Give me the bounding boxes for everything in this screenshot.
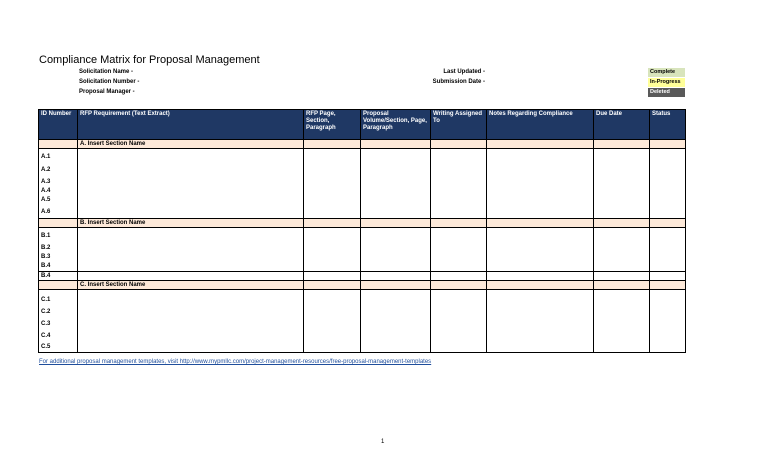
header-writing-assigned: Writing Assigned To [431,110,487,140]
header-status: Status [650,110,686,140]
header-due-date: Due Date [594,110,650,140]
id-cell-group [39,228,78,272]
row-id: B.4 [39,272,78,281]
row-id: A.6 [41,209,51,215]
row-id: C.3 [41,321,51,327]
requirement-cell[interactable] [78,228,304,272]
legend-in-progress: In-Progress [648,78,685,87]
row-id: C.4 [41,333,51,339]
id-cell-group [39,290,78,353]
header-id-number: ID Number [39,110,78,140]
header-rfp-page: RFP Page, Section, Paragraph [304,110,361,140]
row-id: C.1 [41,297,51,303]
table-row [39,272,686,281]
id-cell-group [39,149,78,219]
table-row [39,290,686,353]
row-id: B.2 [41,245,51,251]
solicitation-name-label: Solicitation Name - [79,69,134,75]
templates-link[interactable]: For additional proposal management templates, visit http://www.mypmllc.com/project-management-resources/free-proposal-management-templates [39,359,432,365]
section-row [39,140,686,149]
table-row [39,228,686,272]
row-id: C.2 [41,309,51,315]
page-title: Compliance Matrix for Proposal Management [39,54,260,66]
table-row [39,149,686,219]
page-number: 1 [381,439,385,445]
last-updated-label: Last Updated - [443,69,485,75]
requirement-cell[interactable] [78,149,304,219]
solicitation-info [79,67,139,97]
legend-complete: Complete [648,68,685,77]
section-name[interactable]: C. Insert Section Name [78,281,304,290]
section-row [39,281,686,290]
legend-deleted: Deleted [648,88,685,97]
section-name[interactable]: A. Insert Section Name [78,140,304,149]
submission-date-label: Submission Date - [432,79,485,85]
header-notes: Notes Regarding Compliance [487,110,594,140]
section-row [39,219,686,228]
proposal-manager-label: Proposal Manager - [79,89,135,95]
header-proposal-volume: Proposal Volume/Section, Page, Paragraph [361,110,431,140]
row-id: B.4 [41,263,51,269]
row-id: A.5 [41,197,51,203]
section-name[interactable]: B. Insert Section Name [78,219,304,228]
row-id: A.1 [41,154,51,160]
solicitation-number-label: Solicitation Number - [79,79,140,85]
header-rfp-requirement: RFP Requirement (Text Extract) [78,110,304,140]
row-id: C.5 [41,344,51,350]
row-id: B.3 [41,254,51,260]
compliance-matrix-table [38,109,686,353]
header-row [39,110,686,140]
row-id: B.1 [41,233,51,239]
status-legend [648,68,685,98]
date-info [420,67,485,87]
requirement-cell[interactable] [78,290,304,353]
row-id: A.2 [41,167,51,173]
row-id: A.4 [41,188,51,194]
row-id: A.3 [41,179,51,185]
